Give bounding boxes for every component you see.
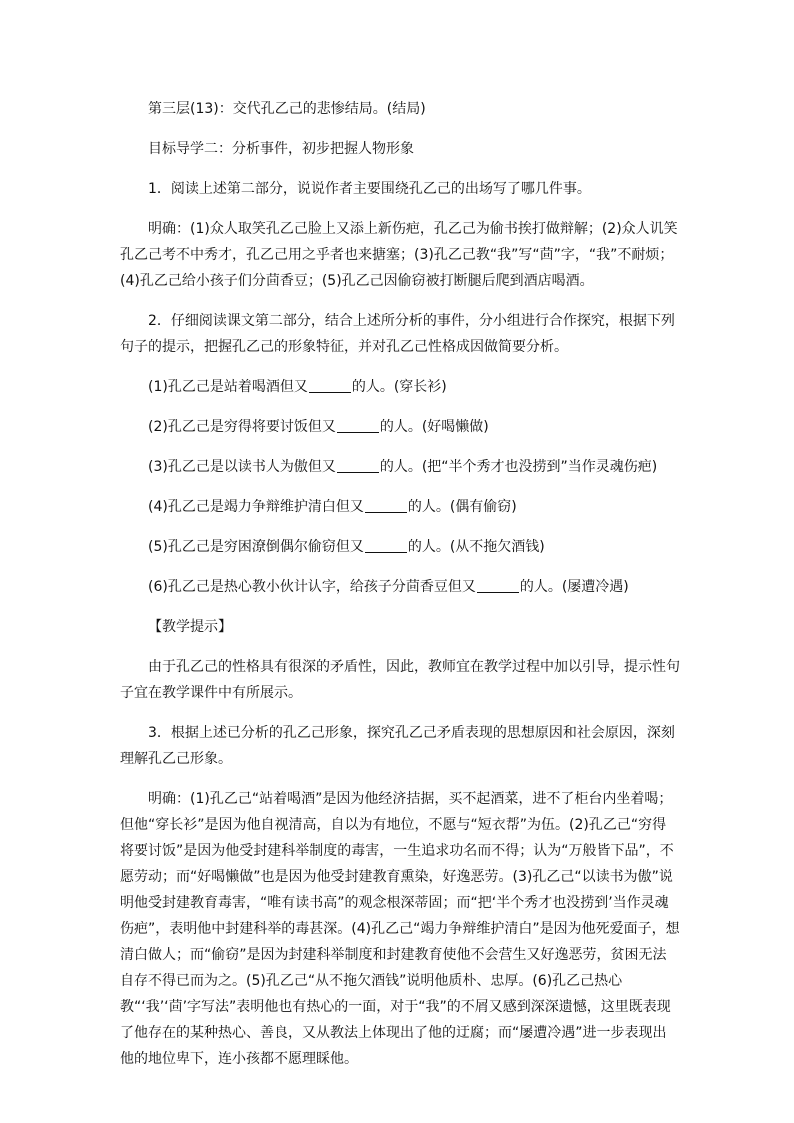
question-2: 2．仔细阅读课文第二部分，结合上述所分析的事件，分小组进行合作探究，根据下列句子的提示，把握孔乙己的形象特征，并对孔乙己性格成因做简要分析。	[120, 313, 675, 355]
fill-blank	[337, 456, 379, 473]
fill-item-5	[120, 534, 680, 560]
fill-item-post: 的人。(把“半个秀才也没捞到”当作灵魂伤疤)	[379, 459, 658, 475]
fill-item-post: 的人。(从不拖欠酒钱)	[407, 539, 545, 555]
fill-blank	[365, 496, 407, 513]
fill-item-pre: (6)孔乙己是热心教小伙计认字，给孩子分茴香豆但又	[148, 579, 476, 595]
fill-blank	[365, 536, 407, 553]
section-summary-line: 第三层(13)：交代孔乙己的悲惨结局。(结局)	[148, 101, 426, 117]
fill-blank	[477, 576, 519, 593]
teaching-tip-text: 由于孔乙己的性格具有很深的矛盾性，因此，教师宜在教学过程中加以引导，提示性句子宜在教学课件中有所展示。	[120, 659, 680, 701]
fill-item-pre: (4)孔乙己是竭力争辩维护清白但又	[148, 499, 364, 515]
answer-1: 明确：(1)众人取笑孔乙己脸上又添上新伤疤，孔乙己为偷书挨打做辩解；(2)众人讥笑孔乙己考不中秀才，孔乙己用之乎者也来搪塞；(3)孔乙己教“我”写“茴”字，“我”不耐烦；(4)孔乙己给小孩子们分茴香豆；(5)孔乙己因偷窃被打断腿后爬到酒店喝酒。	[120, 221, 678, 289]
fill-item-1	[120, 374, 680, 400]
learning-goal-heading: 目标导学二：分析事件，初步把握人物形象	[148, 141, 414, 157]
fill-item-post: 的人。(好喝懒做)	[379, 419, 489, 435]
teaching-tip-heading	[120, 614, 680, 640]
teaching-tip-title: 【教学提示】	[148, 619, 232, 635]
fill-item-post: 的人。(偶有偷窃)	[407, 499, 517, 515]
question-3: 3．根据上述已分析的孔乙己形象，探究孔乙己矛盾表现的思想原因和社会原因，深刻理解孔乙己形象。	[120, 725, 675, 767]
fill-item-4	[120, 494, 680, 520]
fill-item-pre: (3)孔乙己是以读书人为傲但又	[148, 459, 336, 475]
fill-item-2	[120, 414, 680, 440]
fill-item-post: 的人。(穿长衫)	[351, 379, 447, 395]
document-body	[120, 96, 680, 1072]
fill-item-post: 的人。(屡遭冷遇)	[519, 579, 629, 595]
fill-item-6	[120, 574, 680, 600]
answer-3: 明确：(1)孔乙己“站着喝酒”是因为他经济拮据，买不起酒菜，进不了柜台内坐着喝；但他“穿长衫”是因为他自视清高，自以为有地位，不愿与“短衣帮”为伍。(2)孔乙己“穷得将要讨饭”是因为他受封建科举制度的毒害，一生追求功名而不得；认为“万般皆下品”，不愿劳动；而“好喝懒做”也是因为他受封建教育熏染，好逸恶劳。(3)孔乙己“以读书为傲”说明他受封建教育毒害，“唯有读书高”的观念根深蒂固；而“把‘半个秀才也没捞到’当作灵魂伤疤”，表明他中封建科举的毒甚深。(4)孔乙己“竭力争辩维护清白”是因为他死爱面子，想清白做人；而“偷窃”是因为封建科举制度和封建教育使他不会营生又好逸恶劳，贫困无法自存不得已而为之。(5)孔乙己“从不拖欠酒钱”说明他质朴、忠厚。(6)孔乙己热心教“‘我’‘茴’字写法”表明他也有热心的一面，对于“我”的不屑又感到深深遗憾，这里既表现了他存在的某种热心、善良，又从教法上体现出了他的迂腐；而“屡遭冷遇”进一步表现出他的地位卑下，连小孩都不愿理睬他。	[120, 791, 680, 1067]
fill-blank	[337, 416, 379, 433]
fill-item-pre: (1)孔乙己是站着喝酒但又	[148, 379, 308, 395]
question-1: 1．阅读上述第二部分，说说作者主要围绕孔乙己的出场写了哪几件事。	[148, 181, 591, 197]
fill-item-pre: (2)孔乙己是穷得将要讨饭但又	[148, 419, 336, 435]
fill-blank	[309, 376, 351, 393]
fill-item-3	[120, 454, 680, 480]
fill-item-pre: (5)孔乙己是穷困潦倒偶尔偷窃但又	[148, 539, 364, 555]
